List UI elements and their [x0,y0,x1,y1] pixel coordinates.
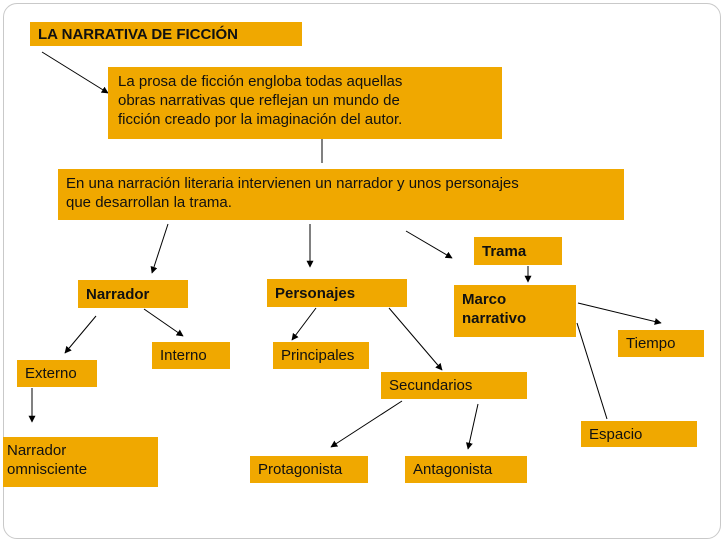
edge-personajes-secundarios [389,308,442,370]
edge-title-definition [42,52,108,93]
node-personajes: Personajes [267,279,407,307]
node-narrador-omnisciente: Narrador omnisciente [3,437,158,487]
node-trama: Trama [474,237,562,265]
node-narrador: Narrador [78,280,188,308]
edge-secundarios-protagonista [331,401,402,447]
node-protagonista: Protagonista [250,456,368,483]
edge-narration-narrador [152,224,168,273]
edge-secundarios-antagonista [468,404,478,449]
node-interno: Interno [152,342,230,369]
node-definition: La prosa de ficción engloba todas aquellas obras narrativas que reflejan un mundo de ficción creado por la imaginación del autor. [108,67,502,139]
edge-personajes-principales [292,308,316,340]
edge-marco-espacio [577,323,607,419]
node-title: LA NARRATIVA DE FICCIÓN [30,22,302,46]
node-tiempo: Tiempo [618,330,704,357]
node-narration: En una narración literaria intervienen un narrador y unos personajes que desarrollan la trama. [58,169,624,220]
node-marco-narrativo: Marco narrativo [454,285,576,337]
node-espacio: Espacio [581,421,697,447]
edge-marco-tiempo [578,303,661,323]
node-antagonista: Antagonista [405,456,527,483]
edge-narrador-externo [65,316,96,353]
node-secundarios: Secundarios [381,372,527,399]
node-principales: Principales [273,342,369,369]
edge-narration-trama [406,231,452,258]
node-externo: Externo [17,360,97,387]
edge-narrador-interno [144,309,183,336]
